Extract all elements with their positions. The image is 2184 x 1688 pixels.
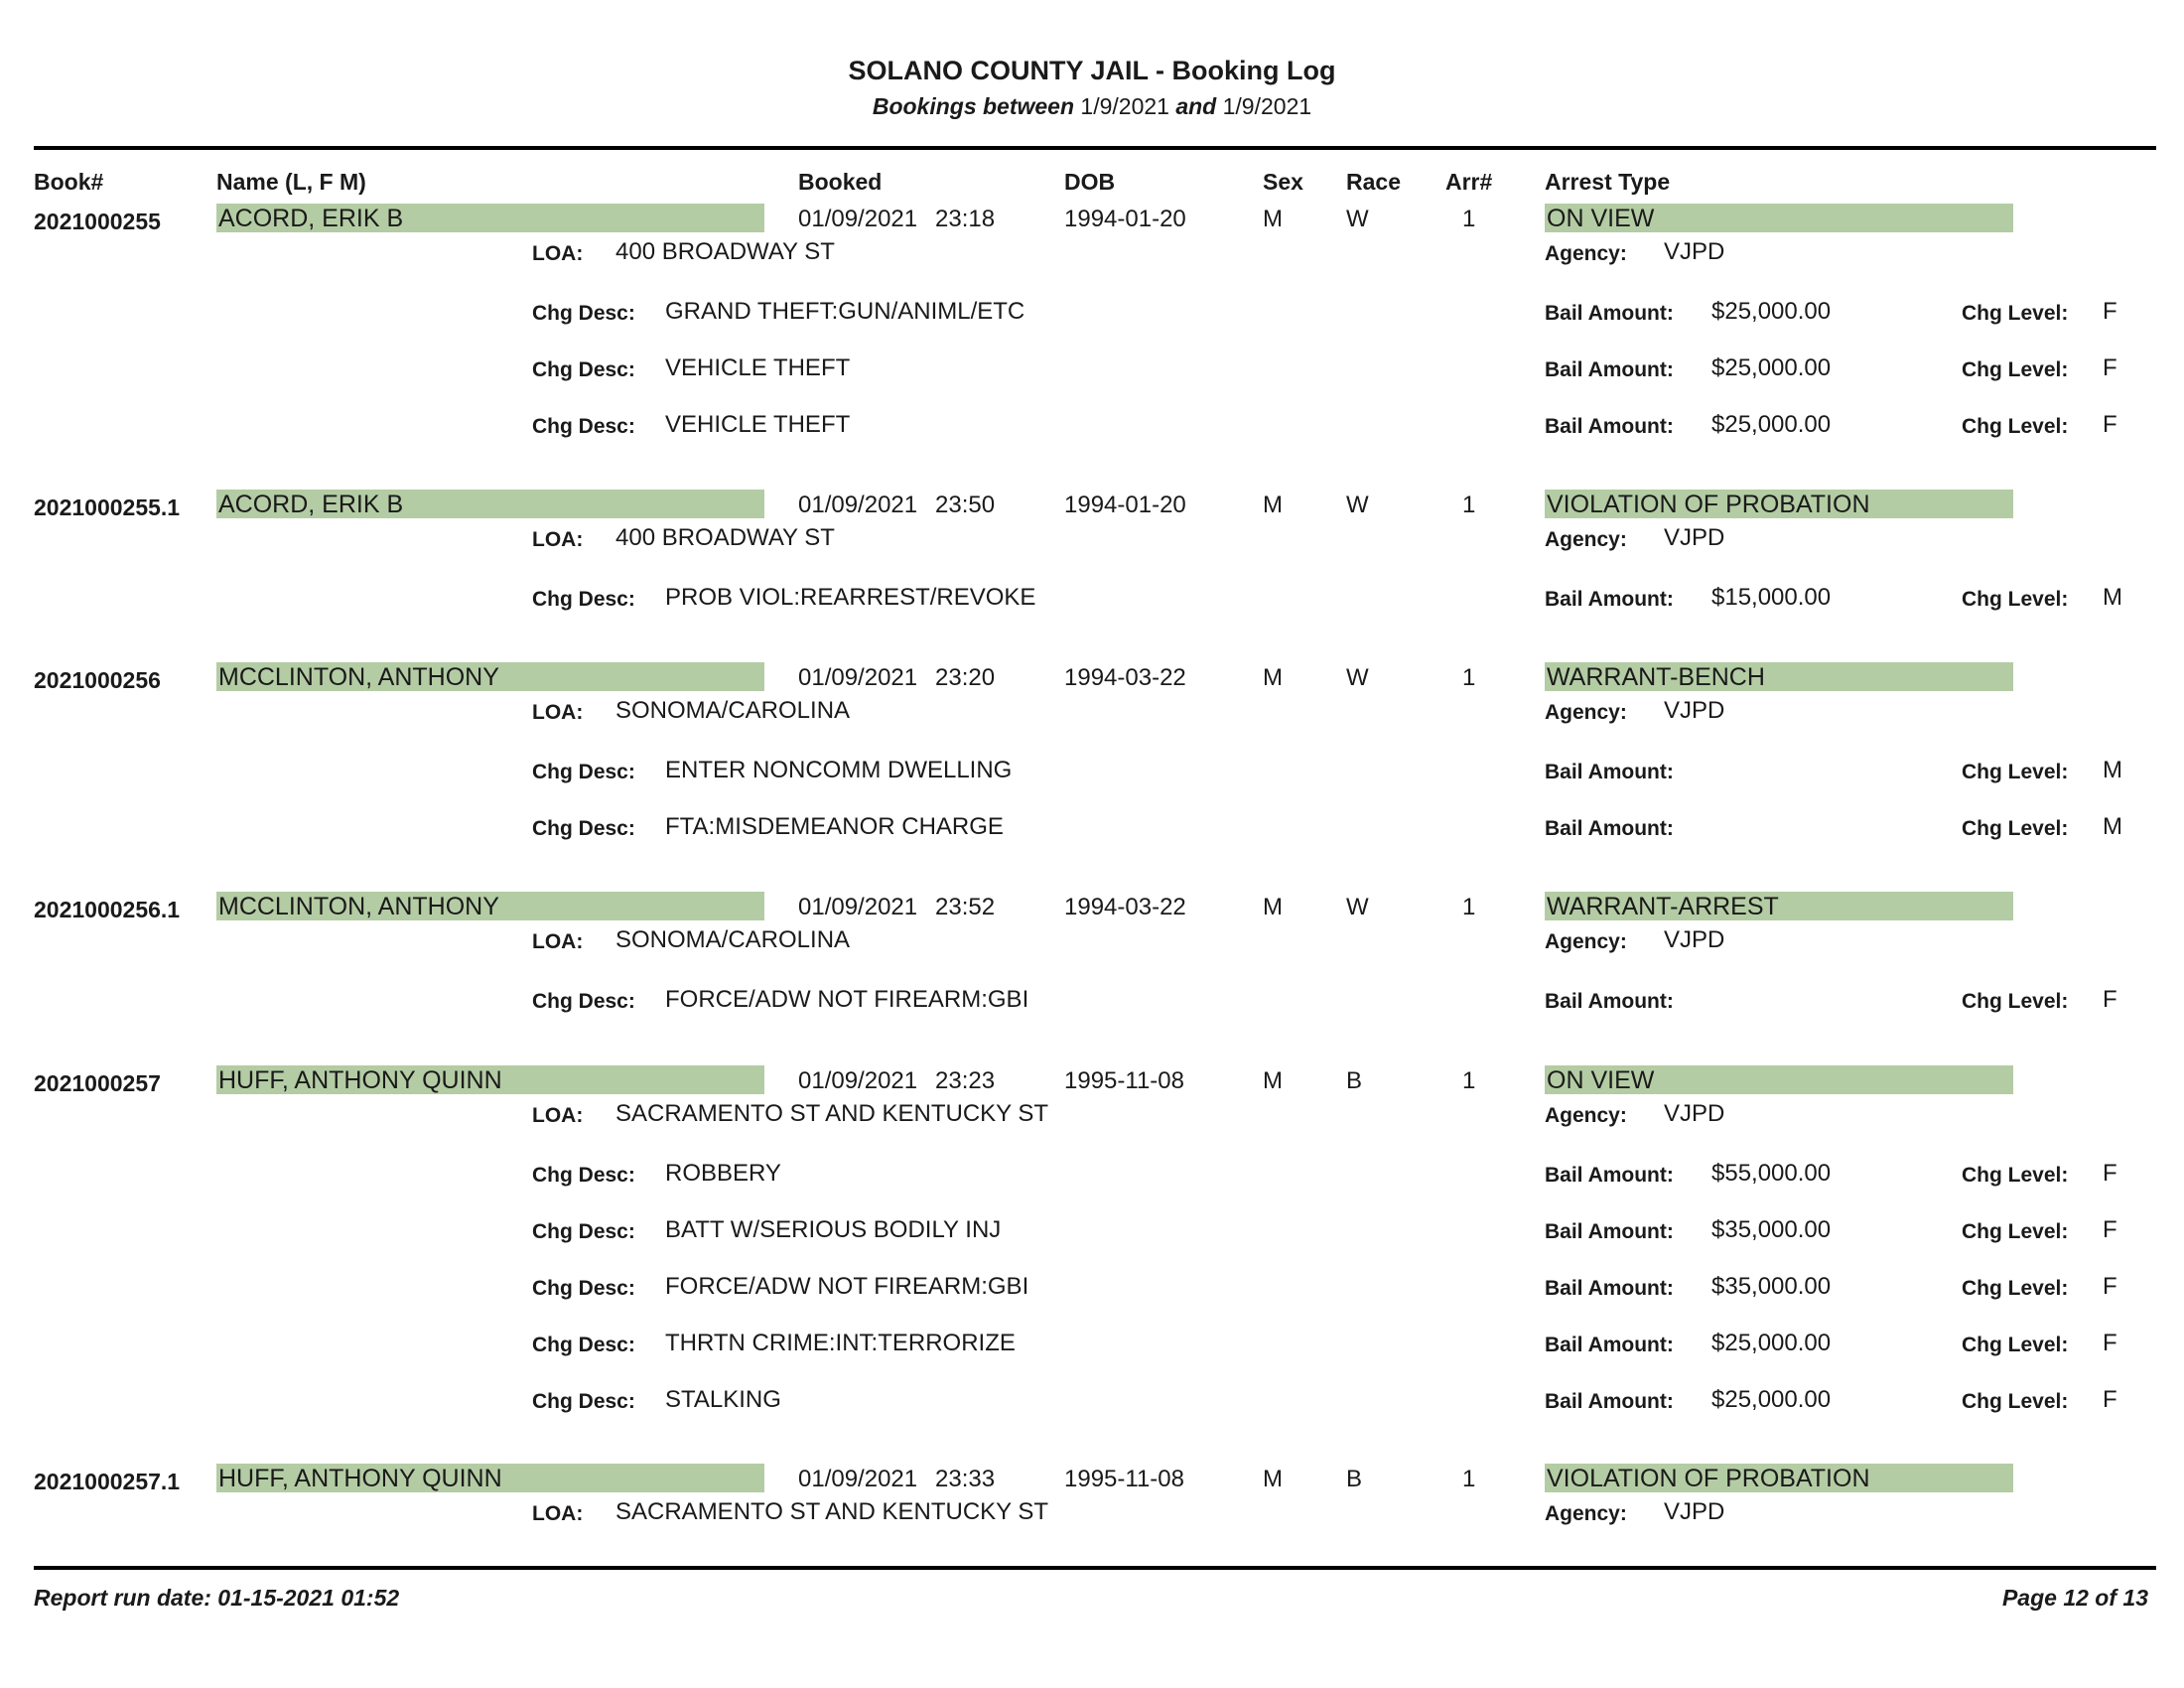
booked-time: 23:20: [935, 664, 996, 691]
col-header-arrest-type: Arrest Type: [1545, 169, 1671, 195]
loa-label: LOA:: [532, 930, 584, 953]
agency-value: VJPD: [1664, 1100, 1725, 1127]
race-value: W: [1346, 492, 1369, 518]
arr-value: 1: [1462, 894, 1476, 920]
chg-level-label: Chg Level:: [1962, 817, 2069, 840]
arr-value: 1: [1462, 664, 1476, 691]
bail-amount-label: Bail Amount:: [1545, 1390, 1674, 1413]
arrest-type: WARRANT-BENCH: [1547, 663, 1765, 691]
agency-label: Agency:: [1545, 930, 1627, 953]
bail-amount-label: Bail Amount:: [1545, 1164, 1674, 1187]
chg-desc-label: Chg Desc:: [532, 761, 635, 783]
loa-value: 400 BROADWAY ST: [615, 238, 835, 265]
page-number: Page 12 of 13: [2001, 1585, 2148, 1611]
report-run-date: Report run date: 01-15-2021 01:52: [34, 1585, 400, 1611]
loa-value: 400 BROADWAY ST: [615, 524, 835, 551]
booked-time: 23:50: [935, 492, 996, 518]
race-value: B: [1346, 1466, 1363, 1492]
chg-desc-value: VEHICLE THEFT: [665, 354, 851, 381]
chg-desc-value: ROBBERY: [665, 1160, 781, 1187]
chg-desc-value: BATT W/SERIOUS BODILY INJ: [665, 1216, 1002, 1243]
chg-level-value: F: [2103, 1160, 2117, 1187]
chg-desc-label: Chg Desc:: [532, 1334, 635, 1356]
inmate-name: HUFF, ANTHONY QUINN: [218, 1465, 502, 1492]
subtitle-date-to: 1/9/2021: [1222, 93, 1312, 119]
chg-level-label: Chg Level:: [1962, 588, 2069, 611]
chg-level-label: Chg Level:: [1962, 990, 2069, 1013]
booking-number: 2021000257: [34, 1070, 161, 1096]
chg-level-value: M: [2103, 757, 2122, 783]
inmate-name: HUFF, ANTHONY QUINN: [218, 1066, 502, 1094]
footer-divider: [34, 1566, 2156, 1570]
arrest-type-highlight: [1545, 204, 2013, 232]
bail-amount-value: $15,000.00: [1711, 584, 1832, 611]
booking-number: 2021000257.1: [34, 1469, 181, 1494]
chg-level-value: F: [2103, 1386, 2117, 1413]
chg-desc-label: Chg Desc:: [532, 1390, 635, 1413]
bail-amount-value: $25,000.00: [1711, 354, 1832, 381]
name-highlight: [216, 1065, 764, 1094]
chg-desc-value: STALKING: [665, 1386, 781, 1413]
chg-level-label: Chg Level:: [1962, 761, 2069, 783]
chg-desc-label: Chg Desc:: [532, 415, 635, 438]
chg-level-value: F: [2103, 411, 2117, 438]
arr-value: 1: [1462, 1067, 1476, 1094]
chg-level-value: F: [2103, 1330, 2117, 1356]
agency-value: VJPD: [1664, 926, 1725, 953]
name-highlight: [216, 662, 764, 691]
arrest-type-highlight: [1545, 1065, 2013, 1094]
col-header-name: Name (L, F M): [216, 169, 366, 195]
booked-time: 23:33: [935, 1466, 996, 1492]
chg-desc-value: FORCE/ADW NOT FIREARM:GBI: [665, 986, 1029, 1013]
booked-date: 01/09/2021: [798, 1466, 918, 1492]
bail-amount-value: $35,000.00: [1711, 1273, 1832, 1300]
dob-value: 1995-11-08: [1064, 1466, 1184, 1492]
race-value: B: [1346, 1067, 1363, 1094]
chg-desc-value: VEHICLE THEFT: [665, 411, 851, 438]
loa-value: SONOMA/CAROLINA: [615, 697, 851, 724]
subtitle-date-from: 1/9/2021: [1080, 93, 1169, 119]
chg-level-value: F: [2103, 1273, 2117, 1300]
agency-label: Agency:: [1545, 242, 1627, 265]
sex-value: M: [1263, 1466, 1283, 1492]
chg-level-value: F: [2103, 986, 2117, 1013]
bail-amount-label: Bail Amount:: [1545, 358, 1674, 381]
agency-value: VJPD: [1664, 524, 1725, 551]
booked-date: 01/09/2021: [798, 894, 918, 920]
chg-desc-value: ENTER NONCOMM DWELLING: [665, 757, 1013, 783]
arrest-type: ON VIEW: [1547, 205, 1655, 232]
sex-value: M: [1263, 1067, 1283, 1094]
sex-value: M: [1263, 492, 1283, 518]
bail-amount-value: $35,000.00: [1711, 1216, 1832, 1243]
arrest-type-highlight: [1545, 662, 2013, 691]
agency-value: VJPD: [1664, 238, 1725, 265]
loa-label: LOA:: [532, 1502, 584, 1525]
arrest-type-highlight: [1545, 1464, 2013, 1492]
bail-amount-label: Bail Amount:: [1545, 415, 1674, 438]
arrest-type: WARRANT-ARREST: [1547, 893, 1779, 920]
chg-desc-value: GRAND THEFT:GUN/ANIML/ETC: [665, 298, 1025, 325]
inmate-name: MCCLINTON, ANTHONY: [218, 663, 499, 691]
report-title: SOLANO COUNTY JAIL - Booking Log: [848, 56, 1336, 85]
agency-label: Agency:: [1545, 701, 1627, 724]
sex-value: M: [1263, 206, 1283, 232]
booking-number: 2021000256: [34, 667, 161, 693]
booking-number: 2021000255.1: [34, 494, 181, 520]
loa-label: LOA:: [532, 528, 584, 551]
col-header-race: Race: [1346, 169, 1401, 195]
chg-level-value: M: [2103, 813, 2122, 840]
loa-value: SACRAMENTO ST AND KENTUCKY ST: [615, 1100, 1049, 1127]
inmate-name: ACORD, ERIK B: [218, 205, 404, 232]
report-subtitle: [0, 93, 2184, 120]
agency-label: Agency:: [1545, 528, 1627, 551]
sex-value: M: [1263, 664, 1283, 691]
chg-desc-label: Chg Desc:: [532, 358, 635, 381]
booked-time: 23:23: [935, 1067, 996, 1094]
race-value: W: [1346, 664, 1369, 691]
booked-date: 01/09/2021: [798, 1067, 918, 1094]
chg-level-label: Chg Level:: [1962, 1277, 2069, 1300]
chg-desc-label: Chg Desc:: [532, 817, 635, 840]
agency-value: VJPD: [1664, 1498, 1725, 1525]
bail-amount-label: Bail Amount:: [1545, 1220, 1674, 1243]
booking-number: 2021000255: [34, 209, 161, 234]
arrest-type-highlight: [1545, 490, 2013, 518]
chg-desc-label: Chg Desc:: [532, 302, 635, 325]
booked-time: 23:18: [935, 206, 996, 232]
bail-amount-label: Bail Amount:: [1545, 817, 1674, 840]
col-header-dob: DOB: [1064, 169, 1116, 195]
dob-value: 1994-01-20: [1064, 492, 1186, 518]
dob-value: 1995-11-08: [1064, 1067, 1184, 1094]
chg-level-value: F: [2103, 354, 2117, 381]
inmate-name: MCCLINTON, ANTHONY: [218, 893, 499, 920]
dob-value: 1994-03-22: [1064, 664, 1186, 691]
dob-value: 1994-03-22: [1064, 894, 1186, 920]
chg-level-value: F: [2103, 1216, 2117, 1243]
arr-value: 1: [1462, 1466, 1476, 1492]
col-header-book: Book#: [34, 169, 104, 195]
bail-amount-value: $25,000.00: [1711, 1386, 1832, 1413]
col-header-booked: Booked: [798, 169, 883, 195]
booked-date: 01/09/2021: [798, 492, 918, 518]
booked-time: 23:52: [935, 894, 996, 920]
race-value: W: [1346, 894, 1369, 920]
name-highlight: [216, 204, 764, 232]
chg-level-label: Chg Level:: [1962, 358, 2069, 381]
booking-number: 2021000256.1: [34, 897, 181, 922]
race-value: W: [1346, 206, 1369, 232]
bail-amount-label: Bail Amount:: [1545, 1277, 1674, 1300]
chg-level-label: Chg Level:: [1962, 1390, 2069, 1413]
chg-desc-label: Chg Desc:: [532, 990, 635, 1013]
chg-level-label: Chg Level:: [1962, 1164, 2069, 1187]
header-divider: [34, 146, 2156, 150]
loa-label: LOA:: [532, 1104, 584, 1127]
arrest-type: VIOLATION OF PROBATION: [1547, 1465, 1870, 1492]
agency-label: Agency:: [1545, 1104, 1627, 1127]
chg-desc-value: FORCE/ADW NOT FIREARM:GBI: [665, 1273, 1029, 1300]
bail-amount-label: Bail Amount:: [1545, 302, 1674, 325]
dob-value: 1994-01-20: [1064, 206, 1186, 232]
chg-level-label: Chg Level:: [1962, 1334, 2069, 1356]
chg-desc-label: Chg Desc:: [532, 1164, 635, 1187]
bail-amount-label: Bail Amount:: [1545, 990, 1674, 1013]
chg-desc-value: FTA:MISDEMEANOR CHARGE: [665, 813, 1004, 840]
bail-amount-value: $25,000.00: [1711, 298, 1832, 325]
booked-date: 01/09/2021: [798, 206, 918, 232]
loa-label: LOA:: [532, 242, 584, 265]
chg-desc-label: Chg Desc:: [532, 1277, 635, 1300]
loa-label: LOA:: [532, 701, 584, 724]
bail-amount-label: Bail Amount:: [1545, 761, 1674, 783]
chg-level-label: Chg Level:: [1962, 415, 2069, 438]
arrest-type: ON VIEW: [1547, 1066, 1655, 1094]
booked-date: 01/09/2021: [798, 664, 918, 691]
inmate-name: ACORD, ERIK B: [218, 491, 404, 518]
chg-desc-label: Chg Desc:: [532, 1220, 635, 1243]
subtitle-prefix: Bookings between: [872, 93, 1075, 119]
arrest-type: VIOLATION OF PROBATION: [1547, 491, 1870, 518]
chg-level-label: Chg Level:: [1962, 1220, 2069, 1243]
chg-level-value: F: [2103, 298, 2117, 325]
chg-desc-value: PROB VIOL:REARREST/REVOKE: [665, 584, 1036, 611]
col-header-arr: Arr#: [1445, 169, 1493, 195]
loa-value: SONOMA/CAROLINA: [615, 926, 851, 953]
col-header-sex: Sex: [1263, 169, 1303, 195]
bail-amount-label: Bail Amount:: [1545, 588, 1674, 611]
agency-label: Agency:: [1545, 1502, 1627, 1525]
name-highlight: [216, 1464, 764, 1492]
chg-desc-value: THRTN CRIME:INT:TERRORIZE: [665, 1330, 1016, 1356]
bail-amount-value: $55,000.00: [1711, 1160, 1832, 1187]
chg-level-label: Chg Level:: [1962, 302, 2069, 325]
sex-value: M: [1263, 894, 1283, 920]
bail-amount-label: Bail Amount:: [1545, 1334, 1674, 1356]
arr-value: 1: [1462, 492, 1476, 518]
bail-amount-value: $25,000.00: [1711, 411, 1832, 438]
name-highlight: [216, 490, 764, 518]
chg-desc-label: Chg Desc:: [532, 588, 635, 611]
chg-level-value: M: [2103, 584, 2122, 611]
loa-value: SACRAMENTO ST AND KENTUCKY ST: [615, 1498, 1049, 1525]
bail-amount-value: $25,000.00: [1711, 1330, 1832, 1356]
agency-value: VJPD: [1664, 697, 1725, 724]
subtitle-and: and: [1175, 93, 1217, 119]
name-highlight: [216, 892, 764, 920]
arrest-type-highlight: [1545, 892, 2013, 920]
arr-value: 1: [1462, 206, 1476, 232]
